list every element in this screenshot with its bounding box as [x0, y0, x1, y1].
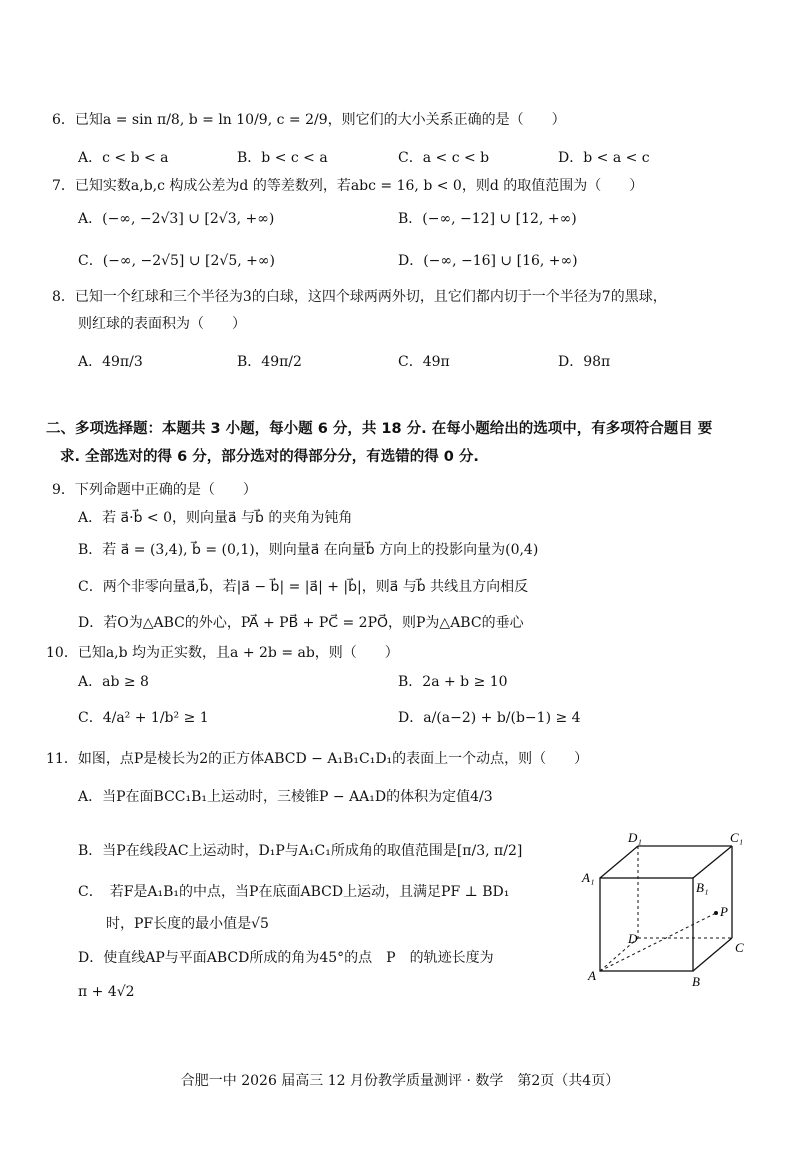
edge-b1-c1 — [693, 846, 732, 878]
page-footer: 合肥一中 2026 届高三 12 月份教学质量测评 · 数学 第2页（共4页） — [180, 1073, 620, 1089]
q8-option-a: A．49π/3 — [78, 354, 143, 370]
q11-option-a: A．当P在面BCC₁B₁上运动时，三棱锥P − AA₁D的体积为定值4/3 — [78, 789, 493, 805]
q10-option-d: D．a/(a−2) + b/(b−1) ≥ 4 — [398, 710, 581, 726]
q11-option-d-line2: π + 4√2 — [78, 984, 135, 1000]
section2-heading-line1: 二、多项选择题：本题共 3 小题，每小题 6 分，共 18 分. 在每小题给出的选项中，有多项符合题目 要 — [46, 421, 713, 437]
label-a: A — [588, 968, 596, 983]
label-a1: A₁ — [582, 870, 595, 885]
q8-option-d: D．98π — [558, 354, 611, 370]
label-c1: C₁ — [730, 830, 744, 845]
cube-figure — [580, 830, 780, 998]
q8-option-b: B．49π/2 — [237, 354, 302, 370]
q9-option-a: A．若 a⃗·b⃗ < 0，则向量a⃗ 与b⃗ 的夹角为钝角 — [78, 510, 353, 526]
section2-heading-line2: 求. 全部选对的得 6 分，部分选对的得部分分，有选错的得 0 分. — [60, 449, 479, 465]
q8-option-c: C．49π — [398, 354, 450, 370]
q11-option-d-line1: D．使直线AP与平面ABCD所成的角为45°的点 P 的轨迹长度为 — [78, 950, 494, 966]
label-c: C — [735, 940, 744, 955]
q10-option-c: C．4/a² + 1/b² ≥ 1 — [78, 710, 209, 726]
q11-option-c-line2: 时，PF长度的最小值是√5 — [106, 916, 269, 932]
point-p — [714, 911, 718, 915]
q8-stem-line1: 8．已知一个红球和三个半径为3的白球，这四个球两两外切，且它们都内切于一个半径为7的黑球， — [52, 289, 667, 305]
q6-option-b: B．b < c < a — [237, 150, 328, 166]
q7-option-c: C．(−∞, −2√5] ∪ [2√5, +∞) — [78, 253, 275, 269]
edge-a1-d1 — [600, 846, 638, 878]
q7-option-a: A．(−∞, −2√3] ∪ [2√3, +∞) — [78, 211, 275, 227]
q11-stem: 11．如图，点P是棱长为2的正方体ABCD − A₁B₁C₁D₁的表面上一个动点，则（ ） — [46, 751, 589, 767]
cube-front-face — [600, 878, 693, 971]
q7-stem: 7．已知实数a,b,c 构成公差为d 的等差数列，若abc = 16, b < 0，则d 的取值范围为（ ） — [52, 178, 644, 194]
q7-option-d: D．(−∞, −16] ∪ [16, +∞) — [398, 253, 578, 269]
q6-option-c: C．a < c < b — [398, 150, 490, 166]
q10-option-a: A．ab ≥ 8 — [78, 674, 149, 690]
q9-stem: 9．下列命题中正确的是（ ） — [52, 482, 257, 498]
label-p: P — [720, 904, 728, 919]
segment-a-p — [600, 913, 716, 971]
edge-b-c — [693, 938, 732, 971]
q11-option-b: B．当P在线段AC上运动时，D₁P与A₁C₁所成角的取值范围是[π/3, π/2] — [78, 843, 523, 859]
label-d: D — [628, 931, 638, 946]
q9-option-d: D．若O为△ABC的外心，PA⃗ + PB⃗ + PC⃗ = 2PO⃗，则P为△ABC的垂心 — [78, 615, 524, 631]
label-b: B — [692, 974, 700, 989]
q10-option-b: B．2a + b ≥ 10 — [398, 674, 508, 690]
q7-option-b: B．(−∞, −12] ∪ [12, +∞) — [398, 211, 577, 227]
q10-stem: 10．已知a,b 均为正实数，且a + 2b = ab，则（ ） — [46, 645, 399, 661]
q6-option-a: A．c < b < a — [78, 150, 169, 166]
q6-stem: 6．已知a = sin π/8, b = ln 10/9, c = 2/9，则它们的大小关系正确的是（ ） — [52, 112, 566, 128]
label-b1: B₁ — [696, 880, 709, 895]
q9-option-b: B．若 a⃗ = (3,4), b⃗ = (0,1)，则向量a⃗ 在向量b⃗ 方向上的投影向量为(0,4) — [78, 542, 539, 558]
q11-option-c-line1: C． 若F是A₁B₁的中点，当P在底面ABCD上运动，且满足PF ⊥ BD₁ — [78, 884, 510, 900]
q9-option-c: C．两个非零向量a⃗,b⃗，若|a⃗ − b⃗| = |a⃗| + |b⃗|，则a⃗ 与b⃗ 共线且方向相反 — [78, 579, 529, 595]
q6-option-d: D．b < a < c — [558, 150, 650, 166]
label-d1: D₁ — [628, 830, 642, 845]
q8-stem-line2: 则红球的表面积为（ ） — [78, 316, 246, 332]
